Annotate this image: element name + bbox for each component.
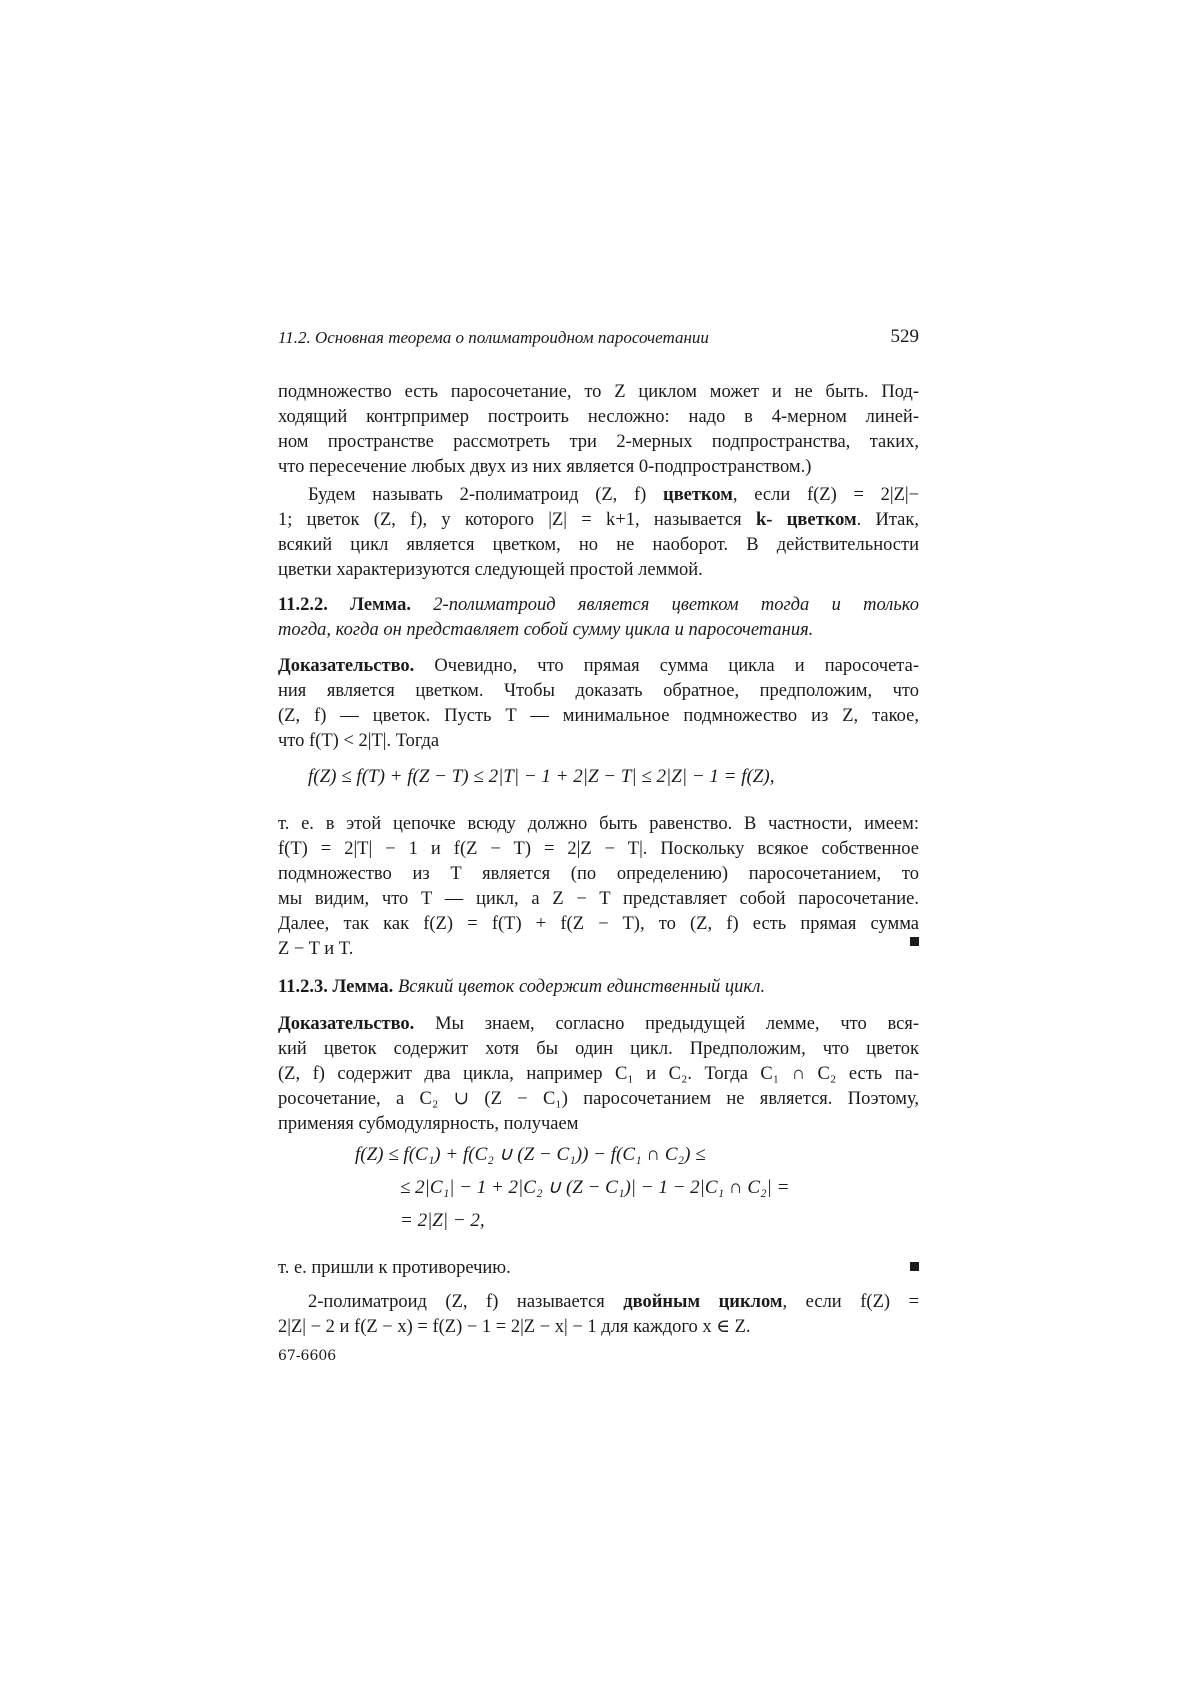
text-line: т. е. пришли к противоречию.: [278, 1258, 511, 1278]
lemma-label: 11.2.3. Лемма.: [278, 977, 394, 997]
text-line: т. е. в этой цепочке всюду должно быть равенство. В частности, имеем:: [278, 814, 919, 834]
text-line: мы видим, что T — цикл, а Z − T представляет собой паросочетание.: [278, 889, 919, 909]
text-line: подмножество есть паросочетание, то Z циклом может и не быть. Под-: [278, 382, 919, 402]
proof-lemma-11-2-3: [278, 1012, 919, 1137]
proof-label: Доказательство.: [278, 1014, 415, 1034]
qed-mark: [910, 937, 919, 946]
text-line: (Z, f) содержит два цикла, например C₁ и C₂. Тогда C₁ ∩ C₂ есть па-: [278, 1064, 919, 1084]
text-line: Будем называть 2-полиматроид (Z, f) цветком, если f(Z) = 2|Z|−: [308, 485, 920, 505]
proof-continuation: [278, 812, 919, 962]
text-line: Доказательство. Мы знаем, согласно предыдущей лемме, что вся-: [278, 1014, 919, 1034]
paragraph-double-cycle: [278, 1290, 919, 1340]
text-line: применяя субмодулярность, получаем: [278, 1114, 579, 1134]
display-formula: f(Z) ≤ f(T) + f(Z − T) ≤ 2|T| − 1 + 2|Z − T| ≤ 2|Z| − 1 = f(Z),: [308, 766, 775, 787]
proof-conclusion: [278, 1256, 919, 1281]
text-line: росочетание, а C₂ ∪ (Z − C₁) паросочетанием не является. Поэтому,: [278, 1089, 919, 1109]
display-formula-line: = 2|Z| − 2,: [400, 1210, 485, 1231]
signature-mark: 67-6606: [278, 1348, 337, 1364]
lemma-label: 11.2.2. Лемма.: [278, 595, 411, 615]
text-line: что пересечение любых двух из них является 0-подпространством.): [278, 457, 812, 477]
running-header-title: 11.2. Основная теорема о полиматроидном паросочетании: [278, 328, 709, 347]
text-line: Далее, так как f(Z) = f(T) + f(Z − T), то (Z, f) есть прямая сумма: [278, 914, 919, 934]
text-line: 2|Z| − 2 и f(Z − x) = f(Z) − 1 = 2|Z − x| − 1 для каждого x ∈ Z.: [278, 1317, 751, 1337]
text-line: 2-полиматроид (Z, f) называется двойным циклом, если f(Z) =: [308, 1292, 920, 1312]
running-header: [278, 326, 919, 350]
text-line: ном пространстве рассмотреть три 2-мерных подпространства, таких,: [278, 432, 919, 452]
lemma-11-2-3: [278, 975, 919, 1000]
display-formula-line: f(Z) ≤ f(C₁) + f(C₂ ∪ (Z − C₁)) − f(C₁ ∩ C₂) ≤: [355, 1144, 706, 1165]
text-line: ходящий контрпример построить несложно: надо в 4-мерном линей-: [278, 407, 919, 427]
text-line: Доказательство. Очевидно, что прямая сумма цикла и паросочета-: [278, 656, 919, 676]
proof-label: Доказательство.: [278, 656, 415, 676]
term-k-flower: k- цветком: [755, 510, 857, 530]
term-flower: цветком: [663, 485, 733, 505]
text-line: ния является цветком. Чтобы доказать обратное, предположим, что: [278, 681, 919, 701]
text-line: что f(T) < 2|T|. Тогда: [278, 731, 440, 751]
text-line: тогда, когда он представляет собой сумму цикла и паросочетания.: [278, 620, 814, 640]
term-double-cycle: двойным циклом: [623, 1292, 783, 1312]
page-number: 529: [890, 326, 919, 347]
text-line: всякий цикл является цветком, но не наоборот. В действительности: [278, 535, 919, 555]
paragraph-flower-definition: [278, 483, 919, 583]
text-line: f(T) = 2|T| − 1 и f(Z − T) = 2|Z − T|. Поскольку всякое собственное: [278, 839, 919, 859]
text-line: 1; цветок (Z, f), у которого |Z| = k+1, называется k- цветком. Итак,: [278, 510, 919, 530]
text-line: Z − T и T.: [278, 939, 354, 959]
text-line: цветки характеризуются следующей простой леммой.: [278, 560, 703, 580]
lemma-11-2-2: [278, 593, 919, 643]
qed-mark: [910, 1262, 919, 1271]
paragraph-continuation: [278, 380, 919, 480]
display-formula-line: ≤ 2|C₁| − 1 + 2|C₂ ∪ (Z − C₁)| − 1 − 2|C₁ ∩ C₂| =: [400, 1177, 790, 1198]
text-line: 11.2.2. Лемма. 2-полиматроид является цветком тогда и только: [278, 595, 919, 615]
text-line: (Z, f) — цветок. Пусть T — минимальное подмножество из Z, такое,: [278, 706, 919, 726]
text-line: 11.2.3. Лемма. Всякий цветок содержит единственный цикл.: [278, 977, 766, 997]
proof-lemma-11-2-2: [278, 654, 919, 754]
text-line: кий цветок содержит хотя бы один цикл. Предположим, что цветок: [278, 1039, 919, 1059]
text-line: подмножество из T является (по определению) паросочетанием, то: [278, 864, 919, 884]
